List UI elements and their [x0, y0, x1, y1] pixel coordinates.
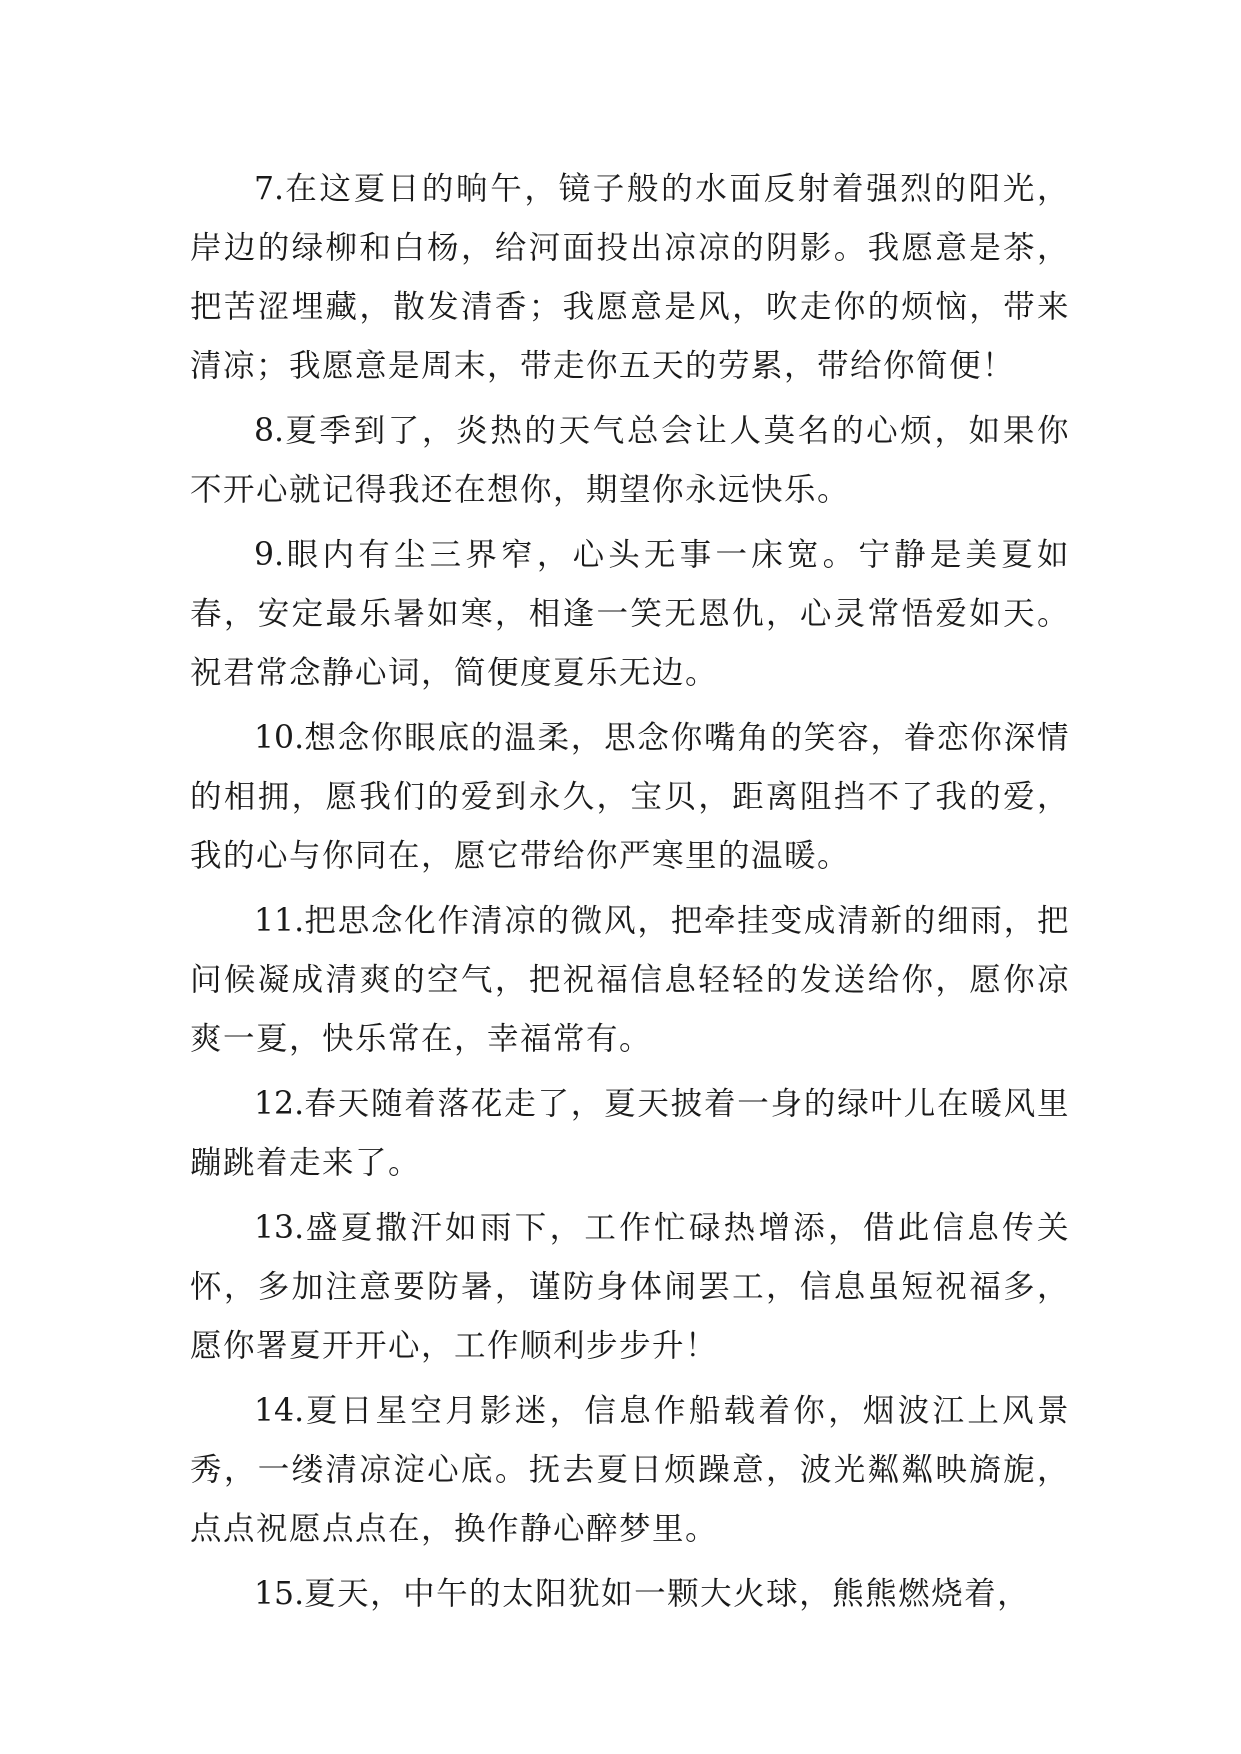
paragraph-number: 13.	[254, 1210, 305, 1246]
paragraph-number: 11.	[254, 903, 305, 939]
paragraph-9	[190, 526, 1070, 703]
paragraph-15	[190, 1565, 1070, 1624]
paragraph-number: 14.	[254, 1393, 305, 1429]
paragraph-text: 夏天，中午的太阳犹如一颗大火球，熊熊燃烧着，	[304, 1576, 1031, 1612]
paragraph-text: 在这夏日的晌午，镜子般的水面反射着强烈的阳光，岸边的绿柳和白杨，给河面投出凉凉的阴影。我愿意是茶，把苦涩埋藏，散发清香；我愿意是风，吹走你的烦恼，带来清凉；我愿意是周末，带走你五天的劳累，带给你简便！	[190, 171, 1070, 384]
paragraph-number: 8.	[254, 413, 285, 449]
paragraph-text: 春天随着落花走了，夏天披着一身的绿叶儿在暖风里蹦跳着走来了。	[190, 1086, 1070, 1181]
paragraph-number: 12.	[254, 1086, 305, 1122]
paragraph-12	[190, 1075, 1070, 1193]
paragraph-number: 15.	[254, 1576, 305, 1612]
paragraph-13	[190, 1199, 1070, 1376]
paragraph-14	[190, 1382, 1070, 1559]
document-body	[190, 160, 1070, 1630]
paragraph-text: 夏季到了，炎热的天气总会让人莫名的心烦，如果你不开心就记得我还在想你，期望你永远快乐。	[190, 413, 1070, 508]
paragraph-text: 夏日星空月影迷，信息作船载着你，烟波江上风景秀，一缕清凉淀心底。抚去夏日烦躁意，波光粼粼映旖旎，点点祝愿点点在，换作静心醉梦里。	[190, 1393, 1070, 1547]
paragraph-text: 把思念化作清凉的微风，把牵挂变成清新的细雨，把问候凝成清爽的空气，把祝福信息轻轻的发送给你，愿你凉爽一夏，快乐常在，幸福常有。	[190, 903, 1070, 1057]
paragraph-10	[190, 709, 1070, 886]
paragraph-number: 7.	[254, 171, 285, 207]
paragraph-number: 9.	[254, 537, 285, 573]
paragraph-text: 眼内有尘三界窄，心头无事一床宽。宁静是美夏如春，安定最乐暑如寒，相逢一笑无恩仇，心灵常悟爱如天。祝君常念静心词，简便度夏乐无边。	[190, 537, 1070, 691]
paragraph-number: 10.	[254, 720, 305, 756]
paragraph-text: 想念你眼底的温柔，思念你嘴角的笑容，眷恋你深情的相拥，愿我们的爱到永久，宝贝，距离阻挡不了我的爱，我的心与你同在，愿它带给你严寒里的温暖。	[190, 720, 1070, 874]
paragraph-7	[190, 160, 1070, 396]
paragraph-text: 盛夏撒汗如雨下，工作忙碌热增添，借此信息传关怀，多加注意要防暑，谨防身体闹罢工，信息虽短祝福多，愿你署夏开开心，工作顺利步步升！	[190, 1210, 1070, 1364]
paragraph-11	[190, 892, 1070, 1069]
paragraph-8	[190, 402, 1070, 520]
